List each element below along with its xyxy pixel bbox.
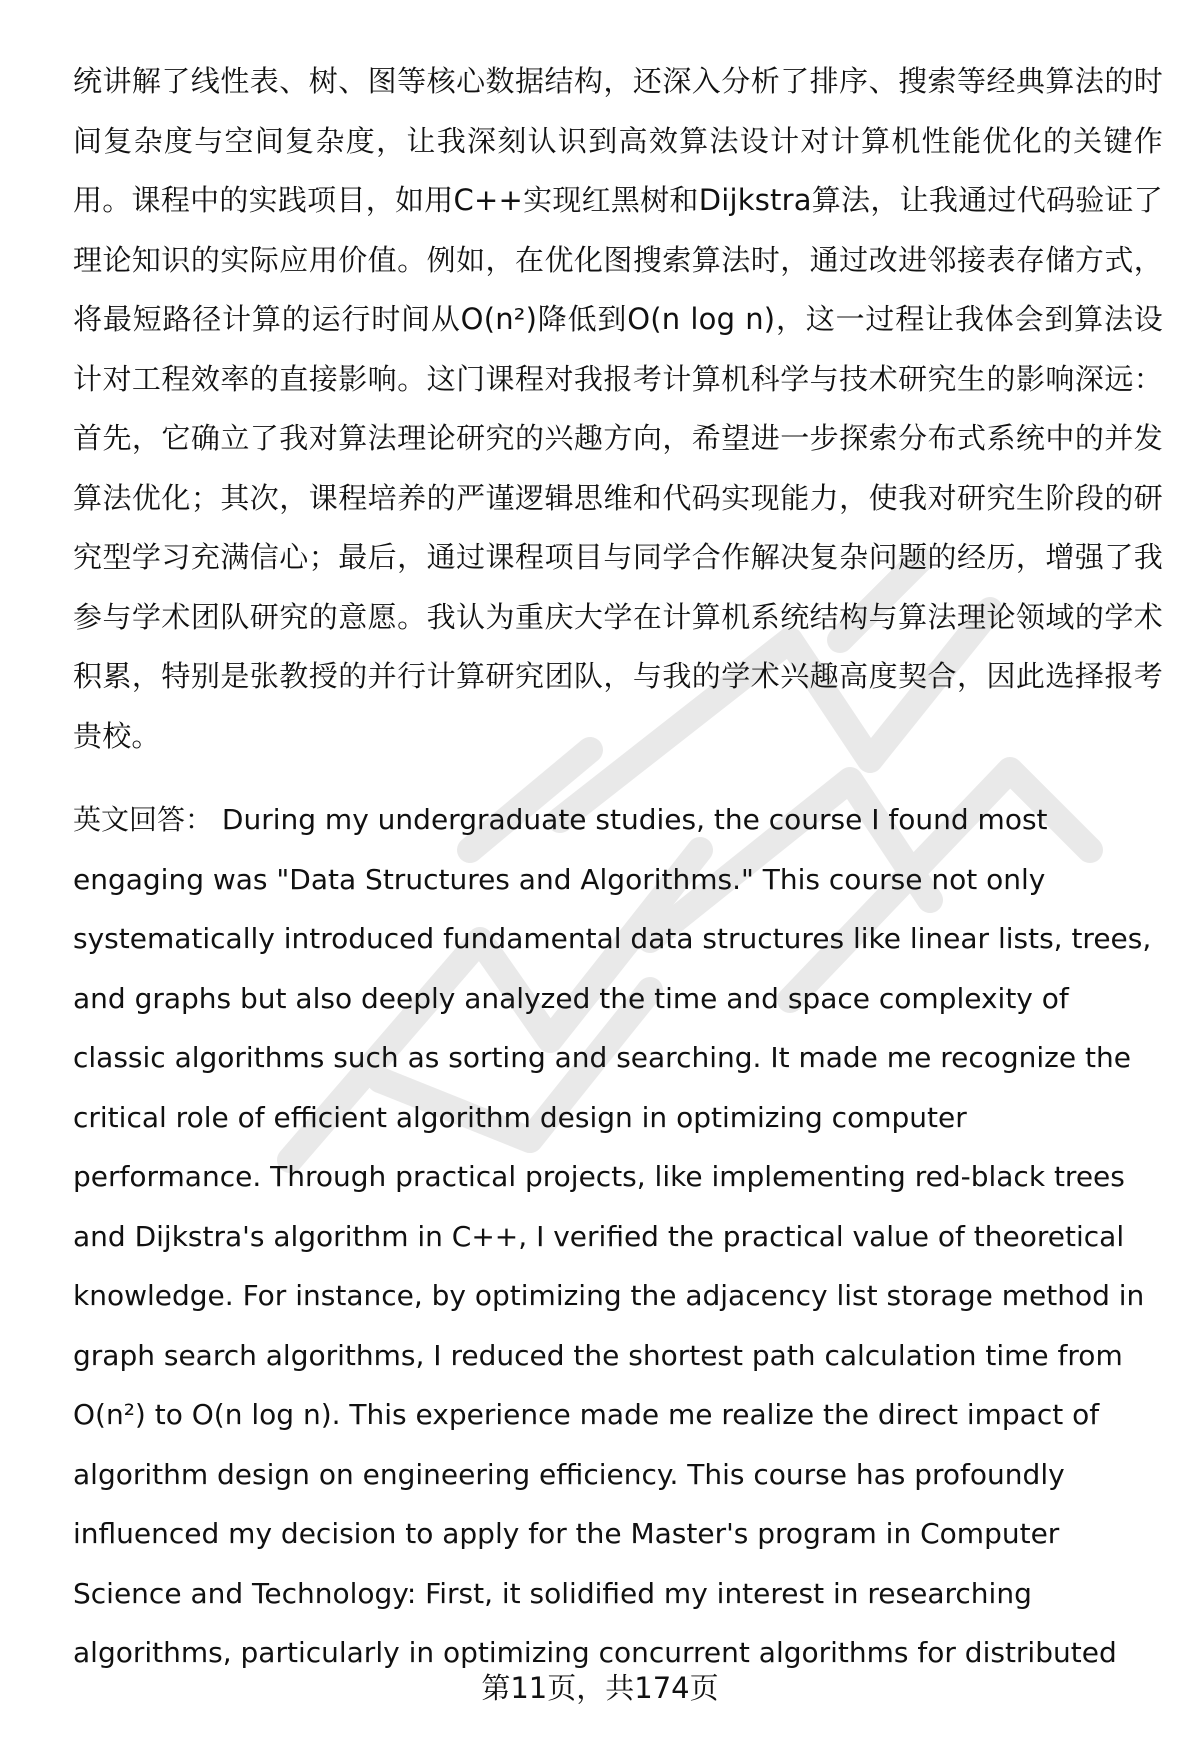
page-number-footer: 第11页，共174页 [481,1671,719,1705]
english-answer-text: During my undergraduate studies, the course I found most engaging was "Data Structures and Algorithms." This course not only systematically introduced fundamental data structures like linear lists, trees, and graphs but also deeply analyzed the time and space complexity of classic algorithms such as sorting and searching. It made me recognize the critical role of efficient algorithm design in optimizing computer performance. Through practical projects, like implementing red-black trees and Dijkstra's algorithm in C++, I verified the practical value of theoretical knowledge. For instance, by optimizing the adjacency list storage method in graph search algorithms, I reduced the shortest path calculation time from O(n²) to O(n log n). This experience made me realize the direct impact of algorithm design on engineering efficiency. This course has profoundly influenced my decision to apply for the Master's program in Computer Science and Technology: First, it solidified my interest in researching algorithms, particularly in optimizing concurrent algorithms for distributed [73,803,1152,1669]
english-answer-paragraph [73,790,1163,1683]
document-body [73,52,1163,1683]
english-answer-label: 英文回答： [73,803,214,836]
chinese-answer-paragraph: 统讲解了线性表、树、图等核心数据结构，还深入分析了排序、搜索等经典算法的时间复杂度与空间复杂度，让我深刻认识到高效算法设计对计算机性能优化的关键作用。课程中的实践项目，如用C++实现红黑树和Dijkstra算法，让我通过代码验证了理论知识的实际应用价值。例如，在优化图搜索算法时，通过改进邻接表存储方式，将最短路径计算的运行时间从O(n²)降低到O(n log n)，这一过程让我体会到算法设计对工程效率的直接影响。这门课程对我报考计算机科学与技术研究生的影响深远：首先，它确立了我对算法理论研究的兴趣方向，希望进一步探索分布式系统中的并发算法优化；其次，课程培养的严谨逻辑思维和代码实现能力，使我对研究生阶段的研究型学习充满信心；最后，通过课程项目与同学合作解决复杂问题的经历，增强了我参与学术团队研究的意愿。我认为重庆大学在计算机系统结构与算法理论领域的学术积累，特别是张教授的并行计算研究团队，与我的学术兴趣高度契合，因此选择报考贵校。 [73,64,1163,753]
